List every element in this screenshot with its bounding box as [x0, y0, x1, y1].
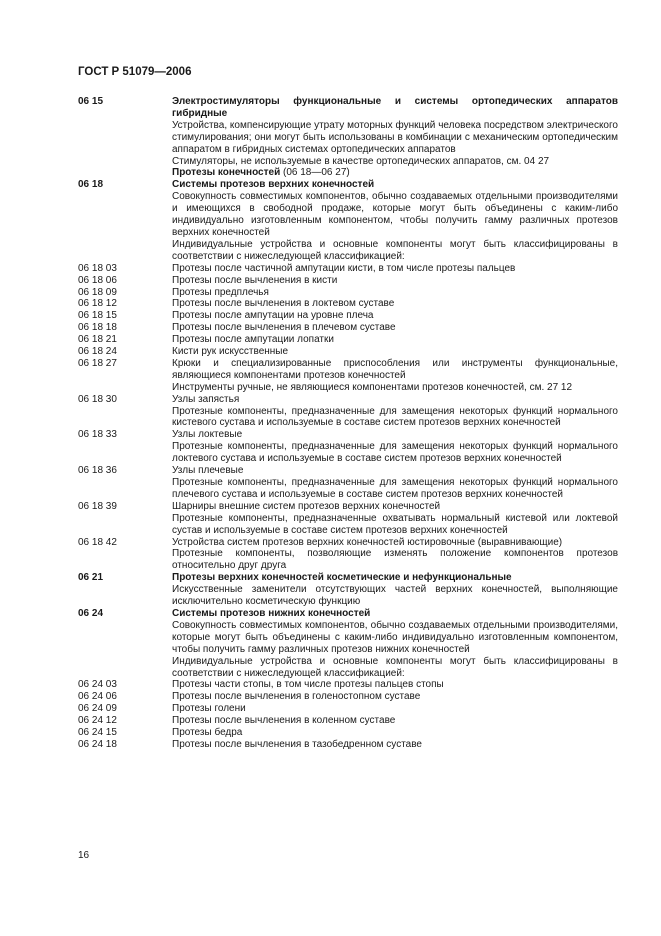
- document-header: ГОСТ Р 51079—2006: [78, 66, 192, 78]
- classification-entry: [78, 179, 618, 191]
- entry-text: [172, 167, 618, 179]
- classification-entry: [78, 703, 618, 715]
- entry-code: [78, 477, 172, 501]
- entry-code: 06 18 06: [78, 274, 117, 286]
- entry-code: 06 18 09: [78, 286, 117, 298]
- entry-text: Протезные компоненты, предназначенные для замещения некоторых функций нормального кистевого сустава и используемые в составе систем протезов верхних конечностей: [172, 405, 618, 429]
- entry-code: 06 18: [78, 179, 104, 191]
- entry-code: 06 18 24: [78, 346, 117, 358]
- classification-entry: [78, 120, 618, 156]
- entry-code: 06 24 15: [78, 727, 117, 739]
- entry-text: Шарниры внешние систем протезов верхних конечностей: [172, 500, 441, 512]
- entry-code: 06 24 12: [78, 715, 117, 727]
- classification-entry: [78, 727, 618, 739]
- entry-code: 06 24 06: [78, 691, 117, 703]
- classification-entry: [78, 584, 618, 608]
- entry-text: Протезные компоненты, предназначенные для замещения некоторых функций нормального плечевого сустава и используемые в составе систем протезов верхних конечностей: [172, 477, 618, 500]
- entry-text: Совокупность совместимых компонентов, обычно создаваемых отдельными производителями и имеющихся в свободной продаже, которые могут быть объединены с каким-либо индивидуально изготовленным компонентом, чтобы получить гамму различных протезов верхних конечностей: [172, 191, 618, 238]
- entry-text: Электростимуляторы функциональные и системы ортопедических аппаратов гибридные: [172, 96, 618, 119]
- classification-entry: [78, 406, 618, 430]
- entry-code: [78, 167, 172, 179]
- entry-text: Протезы после вычленения в тазобедренном суставе: [172, 738, 422, 750]
- entry-text: Протезы части стопы, в том числе протезы пальцев стопы: [172, 679, 444, 691]
- entry-code: [78, 406, 172, 430]
- entry-code: 06 18 30: [78, 393, 117, 405]
- entry-text: Искусственные заменители отсутствующих частей верхних конечностей, выполняющие исключительно косметическую функцию: [172, 584, 618, 608]
- entry-text: Узлы плечевые: [172, 465, 244, 477]
- entry-code: 06 18 36: [78, 465, 117, 477]
- classification-entry: [78, 715, 618, 727]
- classification-entry: [78, 322, 618, 334]
- entry-code: 06 18 15: [78, 310, 117, 322]
- entry-code: [78, 548, 172, 572]
- entry-text: Протезы после частичной ампутации кисти, в том числе протезы пальцев: [172, 262, 516, 274]
- entry-heading: Протезы конечностей: [172, 167, 281, 179]
- entry-text: Протезы бедра: [172, 727, 243, 739]
- entry-text: Узлы локтевые: [172, 429, 243, 441]
- entry-code: [78, 513, 172, 537]
- classification-entry: [78, 346, 618, 358]
- entry-text: Устройства систем протезов верхних конечностей юстировочные (выравнивающие): [172, 536, 563, 548]
- classification-entry: [78, 167, 618, 179]
- entry-text: Совокупность совместимых компонентов, обычно создаваемых отдельными производителями, которые могут быть объединены с каким-либо индивидуально изготовленным компонентом, чтобы получить гамму различных протезов нижних конечностей: [172, 619, 618, 655]
- entry-code: 06 18 18: [78, 322, 117, 334]
- entry-code: 06 24 09: [78, 703, 117, 715]
- classification-entry: [78, 572, 618, 584]
- classification-entry: [78, 191, 618, 239]
- entry-text: Индивидуальные устройства и основные компоненты могут быть классифицированы в соответствии с нижеследующей классификацией:: [172, 655, 618, 679]
- classification-entry: [78, 691, 618, 703]
- classification-entry: [78, 263, 618, 275]
- entry-text: Протезы голени: [172, 703, 246, 715]
- entry-code: 06 18 39: [78, 500, 117, 512]
- entry-text: Инструменты ручные, не являющиеся компонентами протезов конечностей, см. 27 12: [172, 381, 573, 393]
- classification-entry: [78, 429, 618, 441]
- entry-text: Протезные компоненты, предназначенные охватывать нормальный кистевой или локтевой сустав и используемые в составе систем протезов верхних конечностей: [172, 512, 618, 536]
- entry-code: [78, 382, 172, 394]
- entry-range: (06 18—06 27): [280, 167, 350, 179]
- classification-entry: [78, 513, 618, 537]
- entry-code: 06 18 33: [78, 429, 117, 441]
- entry-text: Системы протезов верхних конечностей: [172, 179, 375, 191]
- entry-code: [78, 584, 172, 608]
- classification-entry: [78, 548, 618, 572]
- classification-list: [78, 96, 618, 751]
- entry-text: Индивидуальные устройства и основные компоненты могут быть классифицированы в соответствии с нижеследующей классификацией:: [172, 238, 618, 262]
- entry-text: Протезные компоненты, позволяющие изменять положение компонентов протезов относительно друг друга: [172, 548, 618, 572]
- classification-entry: [78, 298, 618, 310]
- entry-code: 06 18 27: [78, 357, 117, 369]
- classification-entry: [78, 501, 618, 513]
- classification-entry: [78, 239, 618, 263]
- entry-code: [78, 441, 172, 465]
- classification-entry: [78, 679, 618, 691]
- entry-text: Устройства, компенсирующие утрату моторных функций человека посредством электрического стимулирования; они могут быть использованы в комбинации с механическим ортопедическим аппаратом в гибридных системах ортопедических аппаратов: [172, 119, 618, 155]
- entry-text: Кисти рук искусственные: [172, 346, 289, 358]
- entry-code: [78, 239, 172, 263]
- classification-entry: [78, 739, 618, 751]
- entry-text: Узлы запястья: [172, 393, 240, 405]
- classification-entry: [78, 465, 618, 477]
- entry-code: 06 15: [78, 96, 104, 107]
- entry-code: 06 18 21: [78, 334, 117, 346]
- entry-code: 06 24: [78, 607, 104, 619]
- entry-text: Стимуляторы, не используемые в качестве ортопедических аппаратов, см. 04 27: [172, 155, 550, 167]
- entry-text: Протезы после вычленения в плечевом суставе: [172, 322, 396, 334]
- classification-entry: [78, 358, 618, 382]
- page-number: 16: [78, 850, 90, 861]
- entry-code: 06 18 12: [78, 298, 117, 310]
- classification-entry: [78, 656, 618, 680]
- entry-text: Протезы после ампутации на уровне плеча: [172, 310, 374, 322]
- entry-code: [78, 191, 172, 239]
- classification-entry: [78, 334, 618, 346]
- entry-code: 06 24 03: [78, 679, 117, 691]
- classification-entry: [78, 620, 618, 656]
- entry-text: Протезы после вычленения в голеностопном суставе: [172, 691, 421, 703]
- classification-entry: [78, 275, 618, 287]
- entry-code: 06 18 42: [78, 536, 117, 548]
- entry-code: [78, 620, 172, 656]
- entry-text: Протезы после вычленения в кисти: [172, 274, 338, 286]
- entry-code: 06 18 03: [78, 262, 117, 274]
- entry-text: Протезные компоненты, предназначенные для замещения некоторых функций нормального локтевого сустава и используемые в составе систем протезов верхних конечностей: [172, 441, 618, 465]
- entry-text: Крюки и специализированные приспособления или инструменты функциональные, являющиеся компонентами протезов конечностей: [172, 357, 618, 381]
- classification-entry: [78, 477, 618, 501]
- classification-entry: [78, 382, 618, 394]
- classification-entry: [78, 96, 618, 120]
- entry-code: [78, 120, 172, 156]
- classification-entry: [78, 310, 618, 322]
- classification-entry: [78, 608, 618, 620]
- entry-code: [78, 656, 172, 680]
- entry-text: Протезы после вычленения в локтевом суставе: [172, 298, 395, 310]
- entry-code: [78, 156, 172, 168]
- classification-entry: [78, 441, 618, 465]
- entry-text: Протезы после вычленения в коленном суставе: [172, 715, 396, 727]
- entry-code: 06 21: [78, 572, 104, 584]
- entry-text: Протезы после ампутации лопатки: [172, 334, 334, 346]
- classification-entry: [78, 537, 618, 549]
- entry-code: 06 24 18: [78, 738, 117, 750]
- classification-entry: [78, 156, 618, 168]
- entry-text: Протезы предплечья: [172, 286, 269, 298]
- classification-entry: [78, 394, 618, 406]
- entry-text: Системы протезов нижних конечностей: [172, 607, 371, 619]
- classification-entry: [78, 287, 618, 299]
- entry-text: Протезы верхних конечностей косметические и нефункциональные: [172, 572, 512, 584]
